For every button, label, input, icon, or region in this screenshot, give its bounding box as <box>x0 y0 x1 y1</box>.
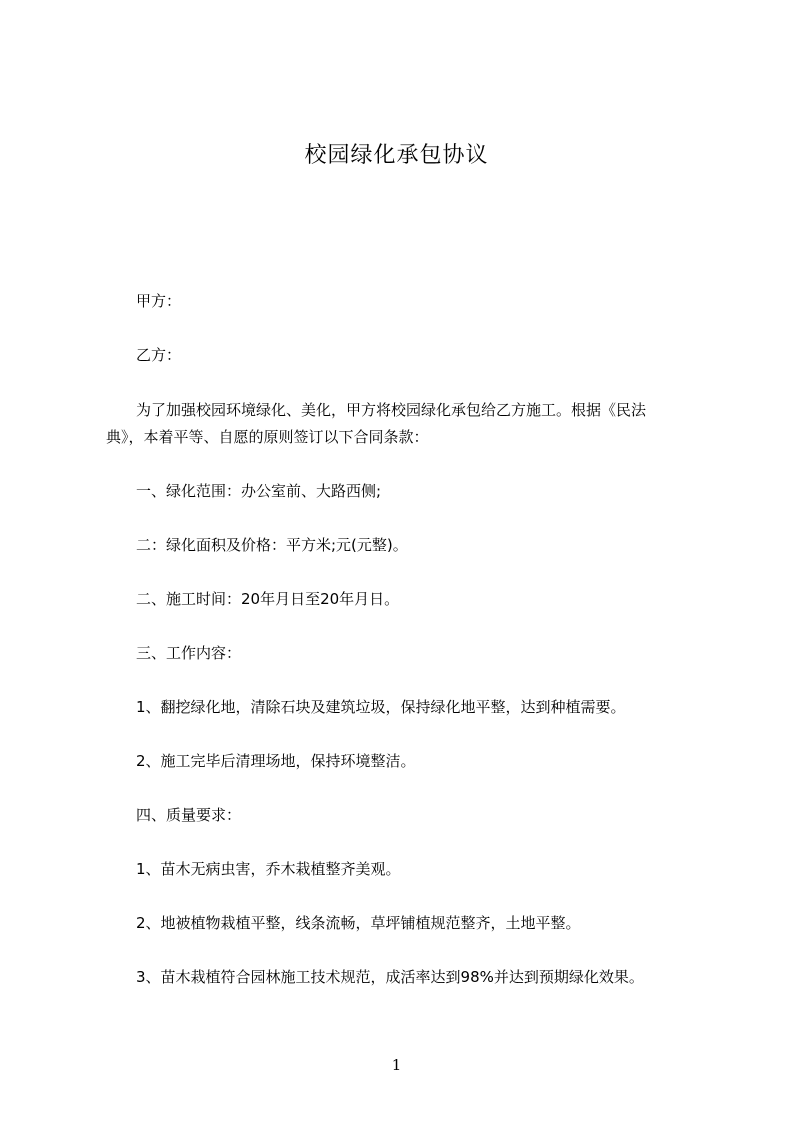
clause-quality-heading: 四、质量要求： <box>136 806 242 824</box>
clause-quality-item-2: 2、地被植物栽植平整，线条流畅，草坪铺植规范整齐，土地平整。 <box>136 914 581 932</box>
clause-area-price: 二：绿化面积及价格：平方米;元(元整)。 <box>136 536 408 554</box>
page-number: 1 <box>391 1056 402 1074</box>
clause-work-content-heading: 三、工作内容： <box>136 644 242 662</box>
clause-schedule: 二、施工时间：20年月日至20年月日。 <box>136 590 400 608</box>
clause-quality-item-3: 3、苗木栽植符合园林施工技术规范，成活率达到98%并达到预期绿化效果。 <box>136 968 644 986</box>
document-title: 校园绿化承包协议 <box>304 143 489 168</box>
clause-quality-item-1: 1、苗木无病虫害，乔木栽植整齐美观。 <box>136 860 401 878</box>
clause-work-content-item-2: 2、施工完毕后清理场地，保持环境整洁。 <box>136 752 416 770</box>
clause-scope: 一、绿化范围：办公室前、大路西侧; <box>136 482 382 500</box>
party-b-line: 乙方： <box>136 346 182 364</box>
clause-work-content-item-1: 1、翻挖绿化地，清除石块及建筑垃圾，保持绿化地平整，达到种植需要。 <box>136 698 626 716</box>
party-a-line: 甲方： <box>136 292 182 310</box>
intro-line-2: 典》，本着平等、自愿的原则签订以下合同条款： <box>106 428 429 446</box>
intro-line-1: 为了加强校园环境绿化、美化，甲方将校园绿化承包给乙方施工。根据《民法 <box>136 401 647 419</box>
